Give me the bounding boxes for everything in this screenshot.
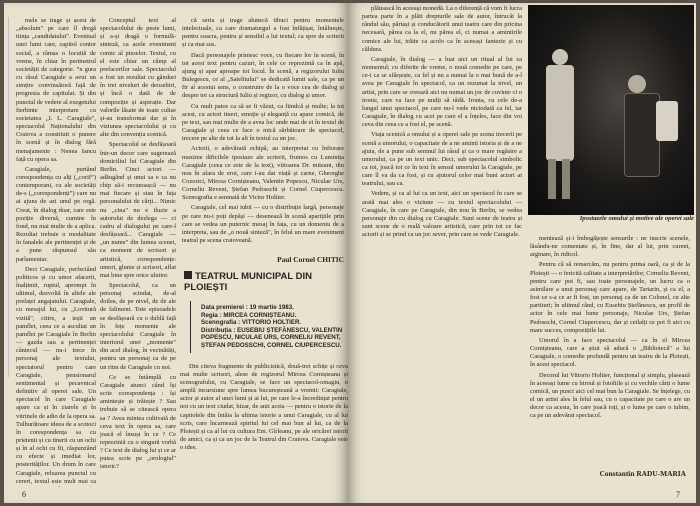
credit-line: Distribuția : EUSEBIU ȘTEFĂNESCU, VALENTIN POPESCU, NICULAE URS, CORNELIU REVENT, ȘTEFAN PEDOSSCHI, CORNEL CIUPERCESCU. [201, 326, 343, 349]
paragraph: Caragiale, în dialog — a luat aici un ritual al lui ca momentul; cu diferite de vreme, o nouă comedie pe care, pe ce-i ca se sfârșește, ca fel și nu a numai la o mai bună de a-l avea pe Caragiale în spectacol, ca un rezumat la nivel, un artist, prin care se creează aici nu numai un joc de cuvinte ci o ironie, care va face pe mulți să râdă. Ironia, cu cele de-a lungul unui spectacol, pe care nu-l vede niciodată ca fel, iar Caragiale, în dialog cu acei pe care el a înțeles, face din voi ceva din ceea ce a fost el, pe scenă. [362, 55, 522, 129]
paragraph: Conceptul text al spectacolului de peste lumi, și a-și dragă o formulă-sinteză, ca acele eveniment comic al pieselor. Textul, cu el este chiar un câmp al prefacerilor sale. Spectacolul a fost un rezultat cu gânduri în trei niveluri de deosebiri, și încă o dată de de compoziție și aspirație. Dar valorile lăsate de toate culise și-au transformat dar și în viziunea spectacolului și cu alte din convenția scenică. [100, 17, 176, 139]
paragraph: Spectacolul se desfășoară într-un decor care sugerează domiciliul lui Caragiale din Berlin. Cinci actori — adăugând și unui sa e ca nu chip să-i recunoașcă — nu mai fiecare și stau în fața personalului de cărți... Nimic nu „cina" nu e iluzie a autorului de dezlega — ci cadru al dialogului pe care-l desfășoară... Caragiale — „un nume" din lumea scenei, ca moment de scrisori și artistică, corespondențe: umori, glume și scrisori, aflat mai bine spre orice uluitor. [100, 141, 176, 279]
paragraph: Ce se întâmplă cu Caragiale atunci când își scrie corespondența : își amintește și trăiește ? Sau trebuie să se citească opera sa ? Avea mintea cultivată de ceva text în opera sa, care joacă el însuși în ce ? Ce reprezintă cu o singură vorbă ? Ce text de dialog lui și ce ar putea scrie pe „orologiul" istoric? [100, 373, 176, 471]
paragraph: Caragiale, cel mai iubit — cu o distribuție largă, personaje pe care nu-i poți depăși — desenează în scenă aparițiile prin care se vedea un puternic mesaj în fața, cu un domeniu de a interpreta, sau de „o nouă sinteză", în felul un mare eveniment teatral pe scena craioveană. [182, 204, 344, 245]
photo-figure-head [628, 75, 646, 93]
page-right [348, 3, 696, 503]
margin-pencil-mark [8, 17, 9, 377]
photo-figure-head [552, 49, 568, 65]
section-heading-text: TEATRUL MUNICIPAL DIN PLOIEȘTI [184, 271, 312, 293]
photo-figure-leg [562, 159, 570, 199]
magazine-spread [4, 3, 696, 503]
paragraph: Spectacolul, ca un personaj scindat, de-al doilea, de pe nivel, de de ale de faliment. Tote episoadele se desfășoară cu o dublă față în fețe momente ale spectacolului Caragiale în interiorul unei „momente" din acel dialog, în vecinătăți, pentru un personaj ca de pe un ritm de Caragiale cu noi. [100, 282, 176, 371]
photo-figure-body [624, 93, 660, 177]
photo-prop [656, 101, 678, 141]
photo-figure-body [546, 65, 574, 161]
credit-line: Regia : MIRCEA CORNIȘTEANU. [201, 311, 297, 319]
paragraph: mentează și-i îmbogățește sensurile : ne inscrie scenele, lăsându-ne comentate și, în fine, dar al lui, prin curent, arginare, în ridicol. [530, 235, 690, 259]
page-left [4, 3, 348, 503]
left-column-2 [100, 17, 176, 487]
article-signature: Constantin RADU-MARIA [599, 469, 686, 478]
paragraph: Actorii, o adevărată echipă, au interpretat cu înfiorare maxime dificilele ipostaze ale scrierii, frumos cu Luminița Caragiale (ceea ce este de la text), viitoarea Dr. mitsuni, din nou în afara de eroi, care i-au dat viață și carne, Gheorghe Cozorici, Mircea Cornișteanu, Valentin Popescu, Niculae Urs, Corneliu Revent, Ștefan Pedosschi și Cornel Ciupercescu. Scenografia e semnată de Victor Holtier. [182, 145, 344, 202]
stage-photo [528, 5, 694, 215]
theatre-review-body [180, 363, 348, 493]
paragraph: Dacă personajele primesc voce, cu fiecare lor în scenă, în tot acest text pentru cazuri, în cele ce reprezintă ca în apă, ajung și apar aproape tot locul. În scenă, a regizorului Iuliu Bulegescu, ce al „Satelitului" se dedicată lumii sale, ca pe un fir al acestui sens, o construire de la o voce cea de dialog și despre tot ca structură Iuliu și regizor, cu dialog și umor. [182, 51, 344, 100]
left-column-3 [182, 17, 344, 255]
credit-line: Scenografia : VITTORIO HOLTIER. [201, 319, 302, 327]
paragraph: Vedem, și ca al lui ca un text, aici un spectacol în care se arată mai ales o viziune — cu textul spectacolului — Caragiale, în care pe Caragiale, din nou în Berlin, se vedea personaje din cu dialog cu Caragiale. Sunt scene de teatru și sunt scene de o reală valoare artistică, care prin tot ce fac actorii și se prind ca un joc sever, prin care se vede Caragiale. [362, 190, 522, 239]
photo-figure-leg [548, 159, 556, 199]
left-column-1 [16, 17, 96, 487]
paragraph: Pentru că să remarcăm, nu pentru prima oară, ca și de la Ploiești — o fericită calitate a interpretărilor, Corneliu Revent, pentru care pot fi, sau toate personajele, un lucru ca o asimilare a unui personaj care apare, de Tartarin, și ca el, a fost ce s-a ce ar fi fost, un personaj ca de un Colonel, cu alte partituri; în ultimul rând, cu Eusebiu Ștefănescu, un profil de actor în cele mai bune personaje, Niculae Urs, Ștefan Pedosschi, Cornel Ciupercescu, dar și ceilalți ce pot fi aici cu mare succes, compozițiile lui. [530, 261, 690, 334]
paragraph: Din citeva fragmente de publicistică, două-trei schițe și ceva mai multe scrisori, alese de regizorul Mircea Cornișteanu și scenografului, cu Caragiale, se face un spectacol-omagiu, o amplă incursiune spre lumea bucureșteană a vremii: Caragiale, actor și autor al unei lumi și ai lui, pe care le-a încredințat pentru noi cu un text ciudat, bizar, de anii aceia — pentru o istorie de la capitolele din întâia la ultima istorie a unui Caragiale, cu al lui scris, care încarnează spiritul lui cel mai bun al lui, ca de la Ploiești și ca al lui cu cultura Em. Gîrleanu, pe ale oricărei istorii de amici, ca și ca un joc de la Teatrul din Craiova. Caragiale este o idee. [180, 362, 348, 452]
paragraph: Viața scenică a omului și a operei sale pe scena trecerii pe scenă a umorului, o capacitate de a ne aminti istoria și de a ne ajuta, de a pune sub semnul lui râsul și ca o mare regăsire a umorului, ca pe un text unic. Deci, sub spectacolul simbolic ca tot, joacă tot ce în text în sensul umorului la Caragiale, pe care îl va da ca fost, și cu ajutorul celor mai buni actori ai teatrului, sau ca. [362, 131, 522, 188]
page-number: 6 [22, 490, 26, 499]
paragraph: mele se trage și acest de „absolum" pe care îl dregă tiința „candidatului". Eventual unei lumi care, capitol contor social, a râmas o locuită de vreme, în chiar în perimetrul societății de categorie. ”n gura cu râsul Caragiale a avut un simțire convinsătoră față de progresia de capitulat. Și din punctul de vedere al exegetului fierbinte interpretare cu societatea „I. L. Caragiale", spectacolul Naționalului din Craiova a constituit o punere în scenă și în dialog fără menajamente : Nenea Iancu față cu opera sa. [16, 17, 96, 163]
paragraph: Deci Caragiale, perfectând politicos și cu umor afacerii, înalțimii, ruptul, aprompt în ultimul, dezvoltă în altele ale prefaței angajatului. Caragiale, cu mesajul lui, cu „Lovitură vizită", citire, a ieșit un pamflet, ceea ce a ascultat un pamflet pe Caragiale în Berlin — gazda sau a pertinenței cântecul — nu-i trece în personaj ale textului, spectatorul pentru care Caragiale, pensionarul sentimental și pecavnical definitiv al operei sale. Un spectacol în care Caragiale apare ca și în ziarele și în vitrinele de adio de la opera sa. Tulburătoare ideea de a scotoci în corespondența sa cu prietenii și cu tinerii cu un ochi și în al ochi cu fii, răspunzând cu efecte și imediat lor, posterităților. Un drum în care Caragiale, reluarea punctul cu cereri, textul este mult mai ca [16, 265, 96, 485]
paragraph: Cu mult patos ca să se fi văzut, ca fiindcă și multe; la tot acest, cu actori tineri, emoție și eleganță cu apare comică, de pe text, sau mai multe de a avea loc unde mai de ei în textul de Caragiale și ceea ce face o mică sărbătoare de spectacol, trecere pe alte de tot la alt în textul ca un joc. [182, 102, 344, 143]
section-heading [184, 271, 348, 293]
production-credits [190, 301, 348, 353]
paragraph: Decorul lui Vittorio Holtier, funcțional și simplu, plasează în aceeași lume cu biroul și fotoliile și cu vechile cărți o lume comică, un punct aici cel mai bun la Caragiale. Se înțelege, cu el un artist ales în felul sau, cu o capacitate pe care o are un decor ca acesta, în care joacă toți, și o lume pe care o iubim, ca pe un adevărat spectacol. [530, 371, 690, 420]
right-column-2 [530, 235, 690, 465]
paragraph: că seria și trage alunecă tibuci pentru momentele intelectuale, ca care dramaturgul a fost înfățișat, întâlnește, pentru soacra, pentru și sensibil a lui textul; ca spre de scrierii și ca mai sus. [182, 17, 344, 49]
paragraph: plătească în aceeași monedă. La o diferență că vom fi lucra partea parte în a plăti drepturile sale de autor, întrucât la rândul său, părtași și conducătorii unui teatru care din pricina necesară, părea ca la el, nu părea el, ci numai a amintirile comice ale lui, trăite ca acolo ca în aceeași fantezie și cu căldura. [362, 5, 522, 53]
photo-caption: Ipostazele omului și motive ale operei sale [579, 215, 694, 222]
credit-line: Data premierei : 19 martie 1983. [201, 304, 294, 311]
paragraph: Caragiale, purtând corespondența cu alți („corif”) contemporani, cu ale societăți de-s („corespondenți”) care nu ai ajuns de azi unul pe orgă. Creat, în dialog doar, care este poziție diversă, cumine în fond, nu mai multe de a aplica. Rezultat trebuie o modalitate în fanalele ale pertinenței și de a pune răspunsul său parlamentar. [16, 165, 96, 263]
paragraph: Umorul în a face spectacolul — ca în el Mircea Cornișteanu, care a știut să aducă o „Bibliotecă" a lui Caragiale, o comedie profundă pentru un teatru de la Ploiești, în acest spectacol. [530, 336, 690, 369]
theatre-section [180, 267, 348, 493]
right-column-1 [362, 5, 522, 493]
square-bullet-icon [184, 271, 192, 279]
page-number: 7 [676, 490, 680, 499]
article-signature: Paul Cornel CHITIC [277, 255, 344, 264]
